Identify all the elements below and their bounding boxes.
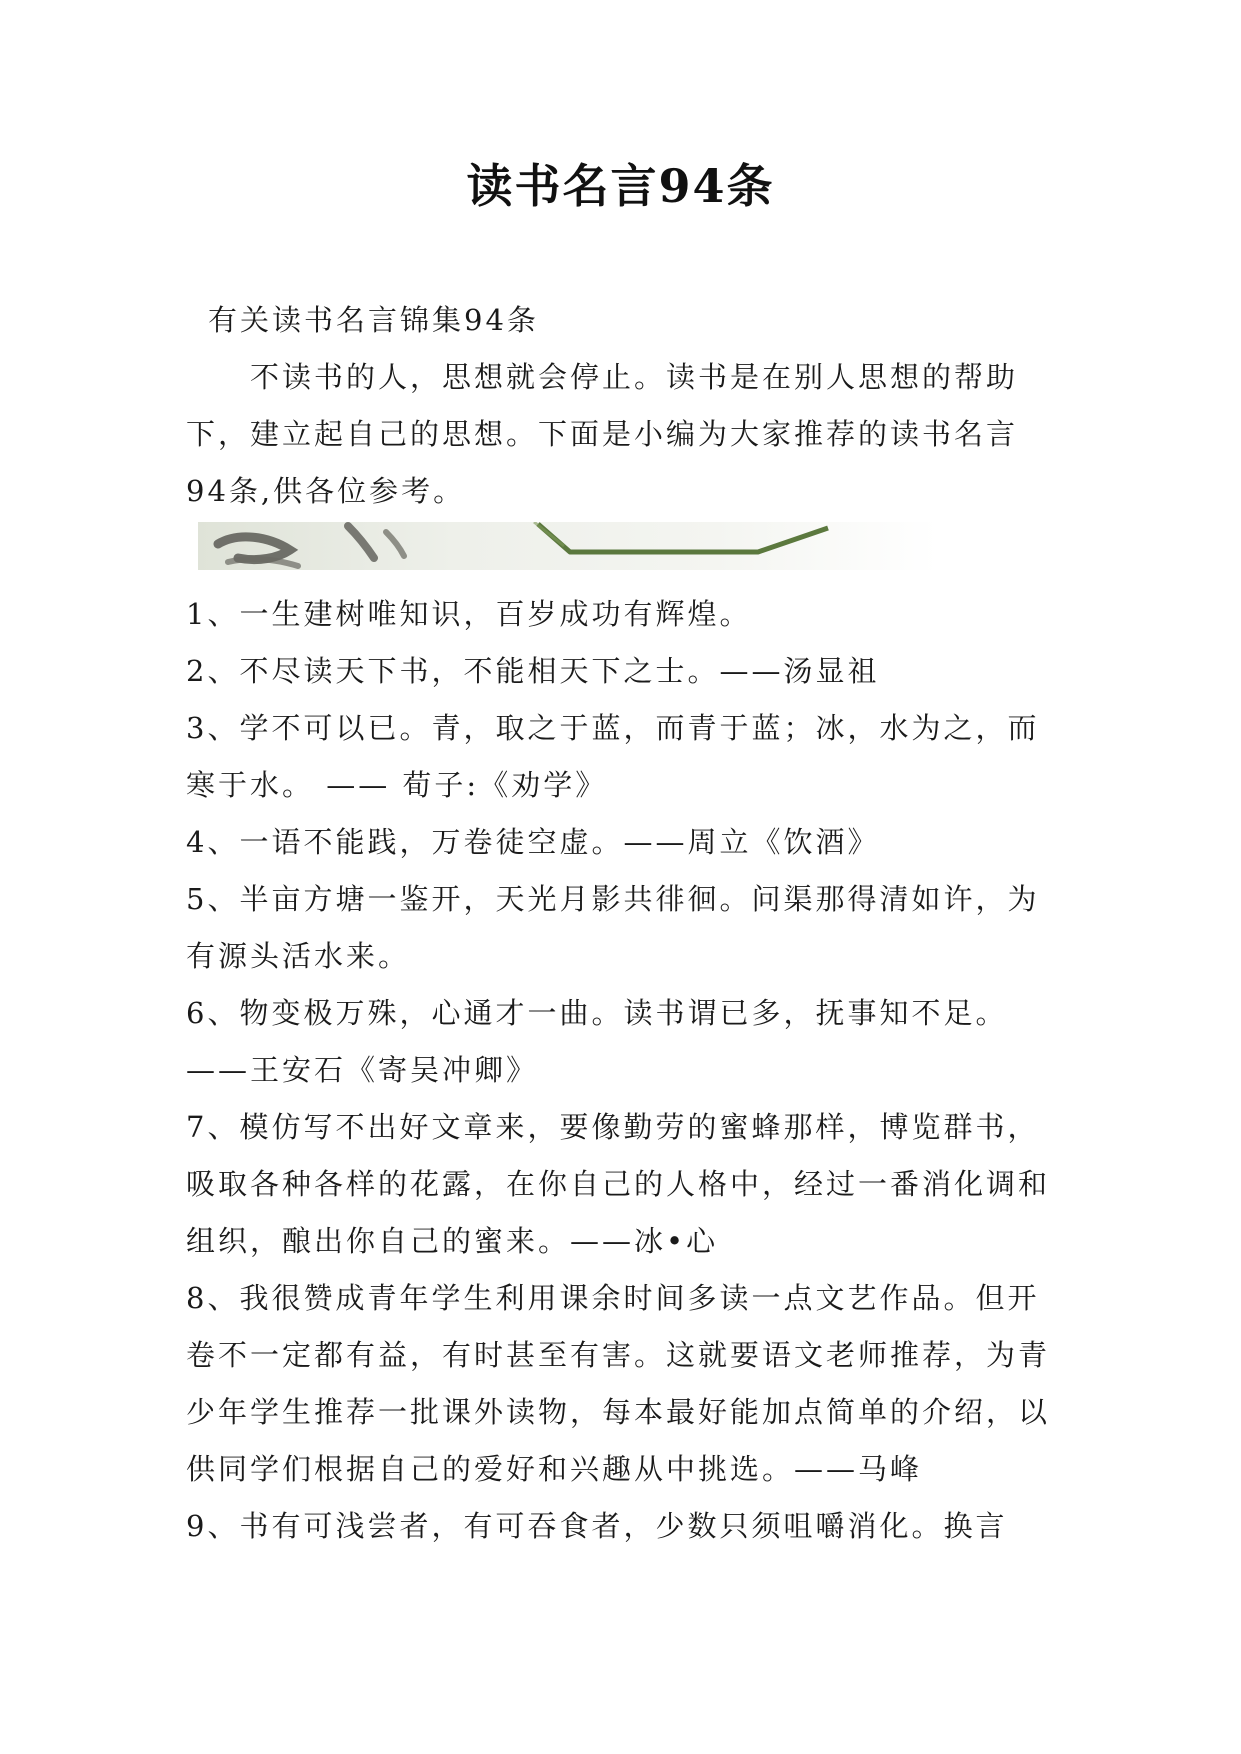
- intro-paragraph: 不读书的人，思想就会停止。读书是在别人思想的帮助下，建立起自己的思想。下面是小编为大家推荐的读书名言94条,供各位参考。: [186, 360, 1019, 508]
- quote-item: 6、物变极万殊，心通才一曲。读书谓已多，抚事知不足。——王安石《寄吴冲卿》: [186, 996, 1008, 1087]
- quote-item: 3、学不可以已。青，取之于蓝，而青于蓝；冰，水为之，而寒于水。 —— 荀子:《劝学》: [186, 711, 1040, 802]
- document-subtitle: 有关读书名言锦集94条: [208, 303, 539, 337]
- banner-graphic: [198, 522, 938, 570]
- book-banner-image: [198, 522, 938, 570]
- document-body: [186, 292, 1056, 1555]
- page-title: 读书名言94条: [466, 159, 775, 213]
- quote-item: 8、我很赞成青年学生利用课余时间多读一点文艺作品。但开卷不一定都有益，有时甚至有害。这就要语文老师推荐，为青少年学生推荐一批课外读物，每本最好能加点简单的介绍，以供同学们根据自己的爱好和兴趣从中挑选。——马峰: [186, 1281, 1051, 1486]
- quote-item: 7、模仿写不出好文章来，要像勤劳的蜜蜂那样，博览群书，吸取各种各样的花露，在你自己的人格中，经过一番消化调和组织，酿出你自己的蜜来。——冰•心: [186, 1110, 1051, 1258]
- quote-item: 4、一语不能践，万卷徒空虚。——周立《饮酒》: [186, 825, 880, 859]
- quote-item: 1、一生建树唯知识，百岁成功有辉煌。: [186, 597, 752, 631]
- quote-item: 5、半亩方塘一鉴开，天光月影共徘徊。问渠那得清如许，为有源头活水来。: [186, 882, 1040, 973]
- quote-item: 9、书有可浅尝者，有可吞食者，少数只须咀嚼消化。换言: [186, 1509, 1008, 1543]
- quote-item: 2、不尽读天下书，不能相天下之士。——汤显祖: [186, 654, 880, 688]
